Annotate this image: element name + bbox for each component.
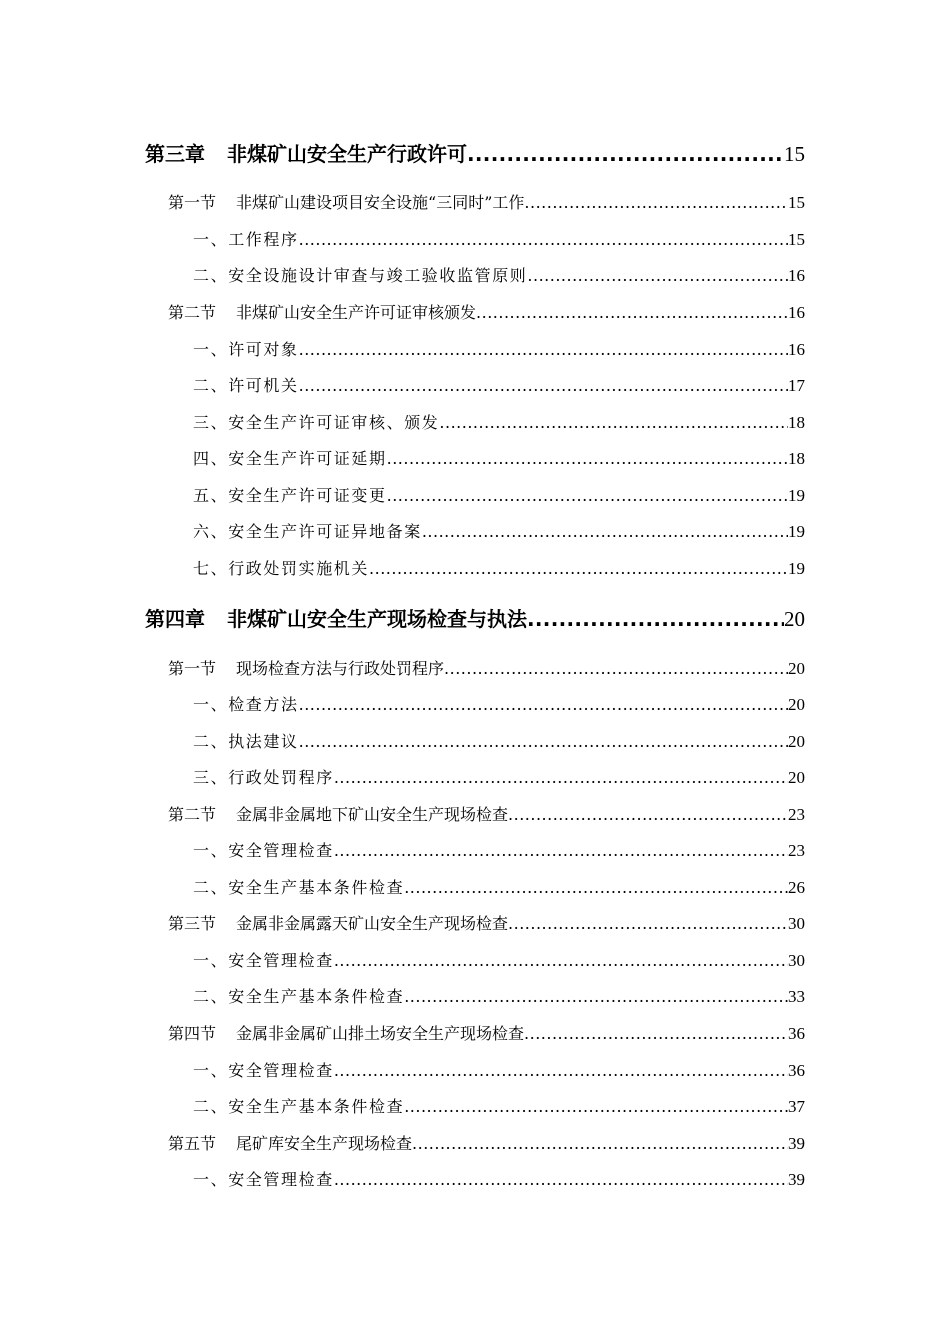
item-title: 一、安全管理检查 xyxy=(193,951,334,970)
toc-section-entry[interactable] xyxy=(168,190,805,213)
toc-item-entry[interactable] xyxy=(193,765,805,788)
leader-dots xyxy=(299,230,788,249)
page-number: 33 xyxy=(788,987,805,1006)
toc-entry-label xyxy=(168,656,444,679)
page-number: 39 xyxy=(788,1134,805,1153)
toc-entry-label xyxy=(168,300,476,323)
item-title: 一、检查方法 xyxy=(193,695,299,714)
page-number: 19 xyxy=(788,559,805,578)
toc-item-entry[interactable] xyxy=(193,519,805,542)
item-title: 二、安全生产基本条件检查 xyxy=(193,1097,405,1116)
toc-item-entry[interactable] xyxy=(193,446,805,469)
item-title: 二、许可机关 xyxy=(193,376,299,395)
leader-dots xyxy=(334,768,788,787)
toc-item-entry[interactable] xyxy=(193,1167,805,1190)
toc-item-entry[interactable] xyxy=(193,729,805,752)
item-title: 七、行政处罚实施机关 xyxy=(193,559,370,578)
page-number: 20 xyxy=(788,659,805,678)
section-title: 金属非金属地下矿山安全生产现场检查 xyxy=(236,805,509,824)
chapter-title: 非煤矿山安全生产现场检查与执法 xyxy=(227,607,527,631)
leader-dots xyxy=(467,142,784,166)
page-number: 17 xyxy=(788,376,805,395)
toc-item-entry[interactable] xyxy=(193,1094,805,1117)
leader-dots xyxy=(299,732,788,751)
toc-entry-label xyxy=(168,1131,412,1154)
section-number: 第四节 xyxy=(168,1024,217,1043)
toc-item-entry[interactable] xyxy=(193,692,805,715)
toc-entry-label xyxy=(168,1021,524,1044)
page-number: 16 xyxy=(788,303,805,322)
leader-dots xyxy=(387,486,788,505)
leader-dots xyxy=(387,449,788,468)
toc-chapter-entry[interactable] xyxy=(145,138,805,167)
page-number: 16 xyxy=(788,266,805,285)
item-title: 五、安全生产许可证变更 xyxy=(193,486,387,505)
page-number: 15 xyxy=(788,193,805,212)
item-title: 三、行政处罚程序 xyxy=(193,768,334,787)
leader-dots xyxy=(524,193,788,212)
section-title: 金属非金属露天矿山安全生产现场检查 xyxy=(236,914,509,933)
toc-section-entry[interactable] xyxy=(168,656,805,679)
leader-dots xyxy=(508,914,788,933)
page-number: 16 xyxy=(788,340,805,359)
toc-item-entry[interactable] xyxy=(193,227,805,250)
toc-item-entry[interactable] xyxy=(193,337,805,360)
item-title: 一、许可对象 xyxy=(193,340,299,359)
item-title: 四、安全生产许可证延期 xyxy=(193,449,387,468)
toc-chapter-entry[interactable] xyxy=(145,603,805,632)
toc-item-entry[interactable] xyxy=(193,838,805,861)
leader-dots xyxy=(524,1024,788,1043)
section-title: 非煤矿山建设项目安全设施“三同时”工作 xyxy=(236,193,525,212)
section-title: 非煤矿山安全生产许可证审核颁发 xyxy=(236,303,477,322)
item-title: 一、安全管理检查 xyxy=(193,1170,334,1189)
toc-entry-label xyxy=(168,911,508,934)
section-number: 第三节 xyxy=(168,914,217,933)
toc-section-entry[interactable] xyxy=(168,911,805,934)
page-number: 15 xyxy=(788,230,805,249)
toc-section-entry[interactable] xyxy=(168,802,805,825)
toc-entry-label xyxy=(145,603,527,632)
toc-item-entry[interactable] xyxy=(193,410,805,433)
leader-dots xyxy=(527,266,788,285)
section-number: 第二节 xyxy=(168,805,217,824)
toc-entry-label xyxy=(168,802,508,825)
page-number: 19 xyxy=(788,522,805,541)
leader-dots xyxy=(508,805,788,824)
leader-dots xyxy=(299,376,788,395)
toc-item-entry[interactable] xyxy=(193,1058,805,1081)
leader-dots xyxy=(299,340,788,359)
page-number: 36 xyxy=(788,1024,805,1043)
chapter-number: 第三章 xyxy=(145,142,205,166)
item-title: 六、安全生产许可证异地备案 xyxy=(193,522,422,541)
page-number: 15 xyxy=(784,142,805,166)
page-number: 39 xyxy=(788,1170,805,1189)
toc-item-entry[interactable] xyxy=(193,483,805,506)
page-number: 18 xyxy=(788,413,805,432)
toc-item-entry[interactable] xyxy=(193,263,805,286)
leader-dots xyxy=(404,987,788,1006)
toc-entry-label xyxy=(168,190,524,213)
leader-dots xyxy=(444,659,788,678)
toc-section-entry[interactable] xyxy=(168,1131,805,1154)
chapter-title: 非煤矿山安全生产行政许可 xyxy=(227,142,467,166)
leader-dots xyxy=(369,559,788,578)
section-number: 第一节 xyxy=(168,193,217,212)
item-title: 二、安全生产基本条件检查 xyxy=(193,878,405,897)
page-number: 19 xyxy=(788,486,805,505)
toc-item-entry[interactable] xyxy=(193,373,805,396)
page-number: 20 xyxy=(788,695,805,714)
leader-dots xyxy=(476,303,788,322)
leader-dots xyxy=(439,413,788,432)
page-number: 20 xyxy=(788,732,805,751)
page-number: 20 xyxy=(784,607,805,631)
toc-item-entry[interactable] xyxy=(193,948,805,971)
page-number: 18 xyxy=(788,449,805,468)
toc-entry-label xyxy=(145,138,467,167)
leader-dots xyxy=(404,1097,788,1116)
section-title: 现场检查方法与行政处罚程序 xyxy=(236,659,445,678)
item-title: 一、工作程序 xyxy=(193,230,299,249)
toc-section-entry[interactable] xyxy=(168,300,805,323)
page-number: 26 xyxy=(788,878,805,897)
page-number: 23 xyxy=(788,841,805,860)
page-number: 37 xyxy=(788,1097,805,1116)
page-number: 23 xyxy=(788,805,805,824)
section-number: 第五节 xyxy=(168,1134,217,1153)
item-title: 二、安全设施设计审查与竣工验收监管原则 xyxy=(193,266,528,285)
item-title: 三、安全生产许可证审核、颁发 xyxy=(193,413,440,432)
page-number: 20 xyxy=(788,768,805,787)
page-number: 30 xyxy=(788,914,805,933)
leader-dots xyxy=(334,1170,788,1189)
leader-dots xyxy=(404,878,788,897)
item-title: 一、安全管理检查 xyxy=(193,1061,334,1080)
toc-item-entry[interactable] xyxy=(193,556,805,579)
page-number: 36 xyxy=(788,1061,805,1080)
item-title: 二、安全生产基本条件检查 xyxy=(193,987,405,1006)
leader-dots xyxy=(334,1061,788,1080)
toc-item-entry[interactable] xyxy=(193,984,805,1007)
leader-dots xyxy=(422,522,788,541)
section-number: 第二节 xyxy=(168,303,217,322)
toc-section-entry[interactable] xyxy=(168,1021,805,1044)
section-title: 金属非金属矿山排土场安全生产现场检查 xyxy=(236,1024,525,1043)
leader-dots xyxy=(527,607,784,631)
leader-dots xyxy=(412,1134,788,1153)
item-title: 一、安全管理检查 xyxy=(193,841,334,860)
toc-item-entry[interactable] xyxy=(193,875,805,898)
leader-dots xyxy=(334,841,788,860)
section-number: 第一节 xyxy=(168,659,217,678)
leader-dots xyxy=(334,951,788,970)
page-number: 30 xyxy=(788,951,805,970)
leader-dots xyxy=(299,695,788,714)
chapter-number: 第四章 xyxy=(145,607,205,631)
section-title: 尾矿库安全生产现场检查 xyxy=(236,1134,413,1153)
item-title: 二、执法建议 xyxy=(193,732,299,751)
